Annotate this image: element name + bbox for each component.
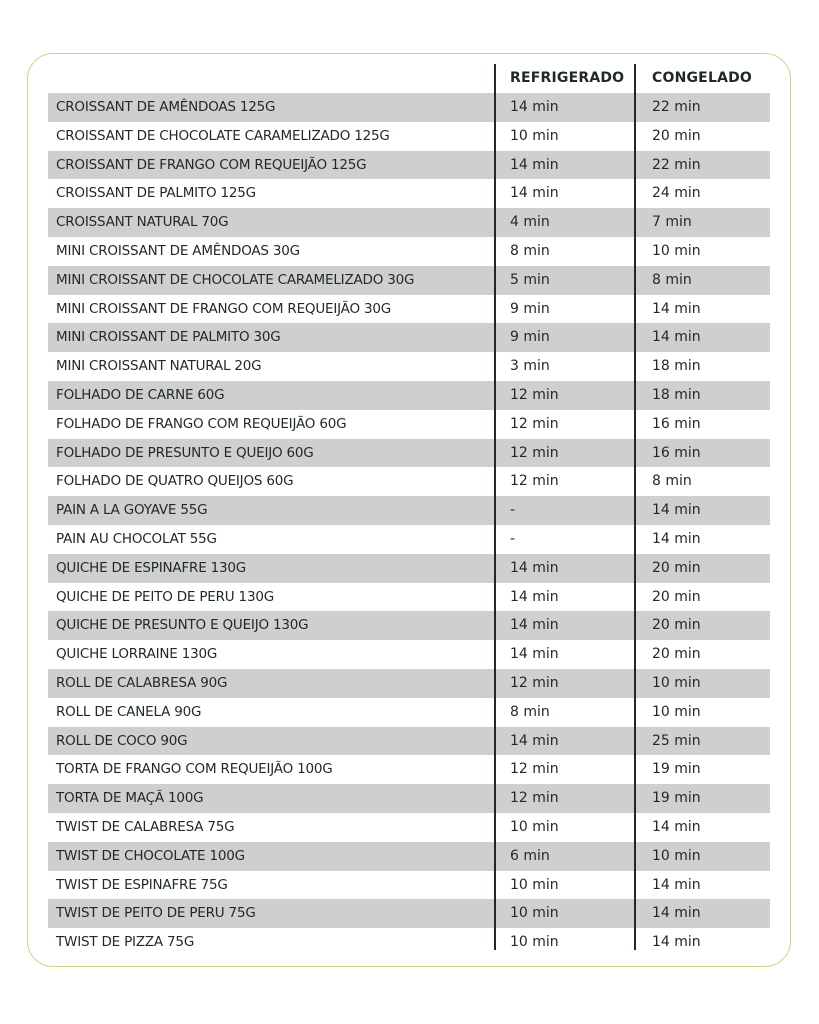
table-body [48,93,770,957]
time-congelado: 20 min [652,646,701,663]
product-name: MINI CROISSANT NATURAL 20G [56,358,262,375]
time-refrigerado: 14 min [510,617,559,634]
time-congelado: 10 min [652,242,701,259]
table-row [48,352,770,381]
product-name: TORTA DE FRANGO COM REQUEIJÃO 100G [56,761,333,778]
time-congelado: 8 min [652,271,692,288]
table-row [48,871,770,900]
time-refrigerado: - [510,530,516,547]
time-refrigerado: 14 min [510,646,559,663]
table-row [48,323,770,352]
table-row [48,698,770,727]
time-refrigerado: 5 min [510,271,550,288]
time-refrigerado: 12 min [510,473,559,490]
time-congelado: 14 min [652,876,701,893]
time-congelado: 10 min [652,703,701,720]
table-row [48,93,770,122]
time-refrigerado: 14 min [510,559,559,576]
time-refrigerado: 10 min [510,818,559,835]
time-congelado: 14 min [652,329,701,346]
time-congelado: 16 min [652,444,701,461]
time-refrigerado: 9 min [510,300,550,317]
time-congelado: 7 min [652,214,692,231]
product-name: QUICHE DE PEITO DE PERU 130G [56,588,274,605]
time-refrigerado: 12 min [510,415,559,432]
column-divider-congelado [634,64,636,950]
header-refrigerado: REFRIGERADO [510,70,625,86]
time-congelado: 20 min [652,617,701,634]
time-congelado: 10 min [652,674,701,691]
time-congelado: 14 min [652,300,701,317]
table-row [48,525,770,554]
table-row [48,237,770,266]
time-congelado: 14 min [652,905,701,922]
product-name: PAIN AU CHOCOLAT 55G [56,530,217,547]
product-name: PAIN A LA GOYAVE 55G [56,502,208,519]
product-name: CROISSANT NATURAL 70G [56,214,229,231]
time-congelado: 16 min [652,415,701,432]
product-name: QUICHE DE ESPINAFRE 130G [56,559,247,576]
product-name: CROISSANT DE PALMITO 125G [56,185,256,202]
time-refrigerado: 12 min [510,444,559,461]
time-congelado: 22 min [652,156,701,173]
time-congelado: 14 min [652,934,701,951]
table-row [48,784,770,813]
table-row [48,611,770,640]
table-row [48,755,770,784]
time-congelado: 18 min [652,386,701,403]
table-row [48,439,770,468]
product-name: QUICHE DE PRESUNTO E QUEIJO 130G [56,617,309,634]
table-row [48,899,770,928]
time-refrigerado: 10 min [510,934,559,951]
product-name: MINI CROISSANT DE PALMITO 30G [56,329,281,346]
time-congelado: 18 min [652,358,701,375]
table-row [48,410,770,439]
product-name: MINI CROISSANT DE FRANGO COM REQUEIJÃO 30G [56,300,392,317]
product-name: ROLL DE CALABRESA 90G [56,674,228,691]
time-congelado: 19 min [652,761,701,778]
table-row [48,122,770,151]
product-name: TWIST DE CALABRESA 75G [56,818,235,835]
time-refrigerado: 12 min [510,674,559,691]
time-refrigerado: 10 min [510,876,559,893]
time-refrigerado: 3 min [510,358,550,375]
table-row [48,208,770,237]
product-name: MINI CROISSANT DE AMÊNDOAS 30G [56,242,300,259]
time-congelado: 14 min [652,502,701,519]
table-row [48,727,770,756]
product-name: TWIST DE PEITO DE PERU 75G [56,905,256,922]
time-refrigerado: 8 min [510,242,550,259]
time-congelado: 20 min [652,127,701,144]
product-name: TWIST DE ESPINAFRE 75G [56,876,228,893]
table-row [48,381,770,410]
time-refrigerado: 14 min [510,99,559,115]
table-row [48,813,770,842]
product-name: FOLHADO DE CARNE 60G [56,386,225,403]
time-refrigerado: 12 min [510,790,559,807]
product-name: FOLHADO DE QUATRO QUEIJOS 60G [56,473,294,490]
table-row [48,554,770,583]
time-refrigerado: 14 min [510,732,559,749]
time-congelado: 20 min [652,559,701,576]
product-name: FOLHADO DE PRESUNTO E QUEIJO 60G [56,444,314,461]
product-name: CROISSANT DE FRANGO COM REQUEIJÃO 125G [56,156,367,173]
header-congelado: CONGELADO [652,70,753,86]
product-name: MINI CROISSANT DE CHOCOLATE CARAMELIZADO 30G [56,271,415,288]
time-congelado: 14 min [652,530,701,547]
time-refrigerado: 12 min [510,386,559,403]
time-refrigerado: 14 min [510,588,559,605]
time-refrigerado: 14 min [510,185,559,202]
time-congelado: 14 min [652,818,701,835]
time-congelado: 20 min [652,588,701,605]
product-name: FOLHADO DE FRANGO COM REQUEIJÃO 60G [56,415,347,432]
time-congelado: 24 min [652,185,701,202]
table-row [48,295,770,324]
time-congelado: 22 min [652,99,701,115]
product-name: TWIST DE PIZZA 75G [56,934,195,951]
table-header [48,64,770,93]
time-refrigerado: 4 min [510,214,550,231]
table-row [48,179,770,208]
table-row [48,928,770,957]
table-row [48,151,770,180]
time-refrigerado: 9 min [510,329,550,346]
column-divider-refrigerado [494,64,496,950]
time-refrigerado: 6 min [510,847,550,864]
product-name: TORTA DE MAÇÃ 100G [56,790,204,807]
time-congelado: 10 min [652,847,701,864]
time-congelado: 19 min [652,790,701,807]
time-congelado: 8 min [652,473,692,490]
product-name: CROISSANT DE AMÊNDOAS 125G [56,99,276,115]
time-congelado: 25 min [652,732,701,749]
time-refrigerado: 14 min [510,156,559,173]
table-row [48,842,770,871]
time-refrigerado: 10 min [510,127,559,144]
time-refrigerado: 8 min [510,703,550,720]
table-row [48,266,770,295]
product-name: TWIST DE CHOCOLATE 100G [56,847,245,864]
time-refrigerado: 10 min [510,905,559,922]
table-row [48,496,770,525]
table-row [48,669,770,698]
product-name: ROLL DE CANELA 90G [56,703,202,720]
time-refrigerado: 12 min [510,761,559,778]
time-refrigerado: - [510,502,516,519]
product-name: ROLL DE COCO 90G [56,732,188,749]
table-row [48,640,770,669]
product-name: CROISSANT DE CHOCOLATE CARAMELIZADO 125G [56,127,390,144]
product-name: QUICHE LORRAINE 130G [56,646,218,663]
table-row [48,583,770,612]
table-row [48,467,770,496]
